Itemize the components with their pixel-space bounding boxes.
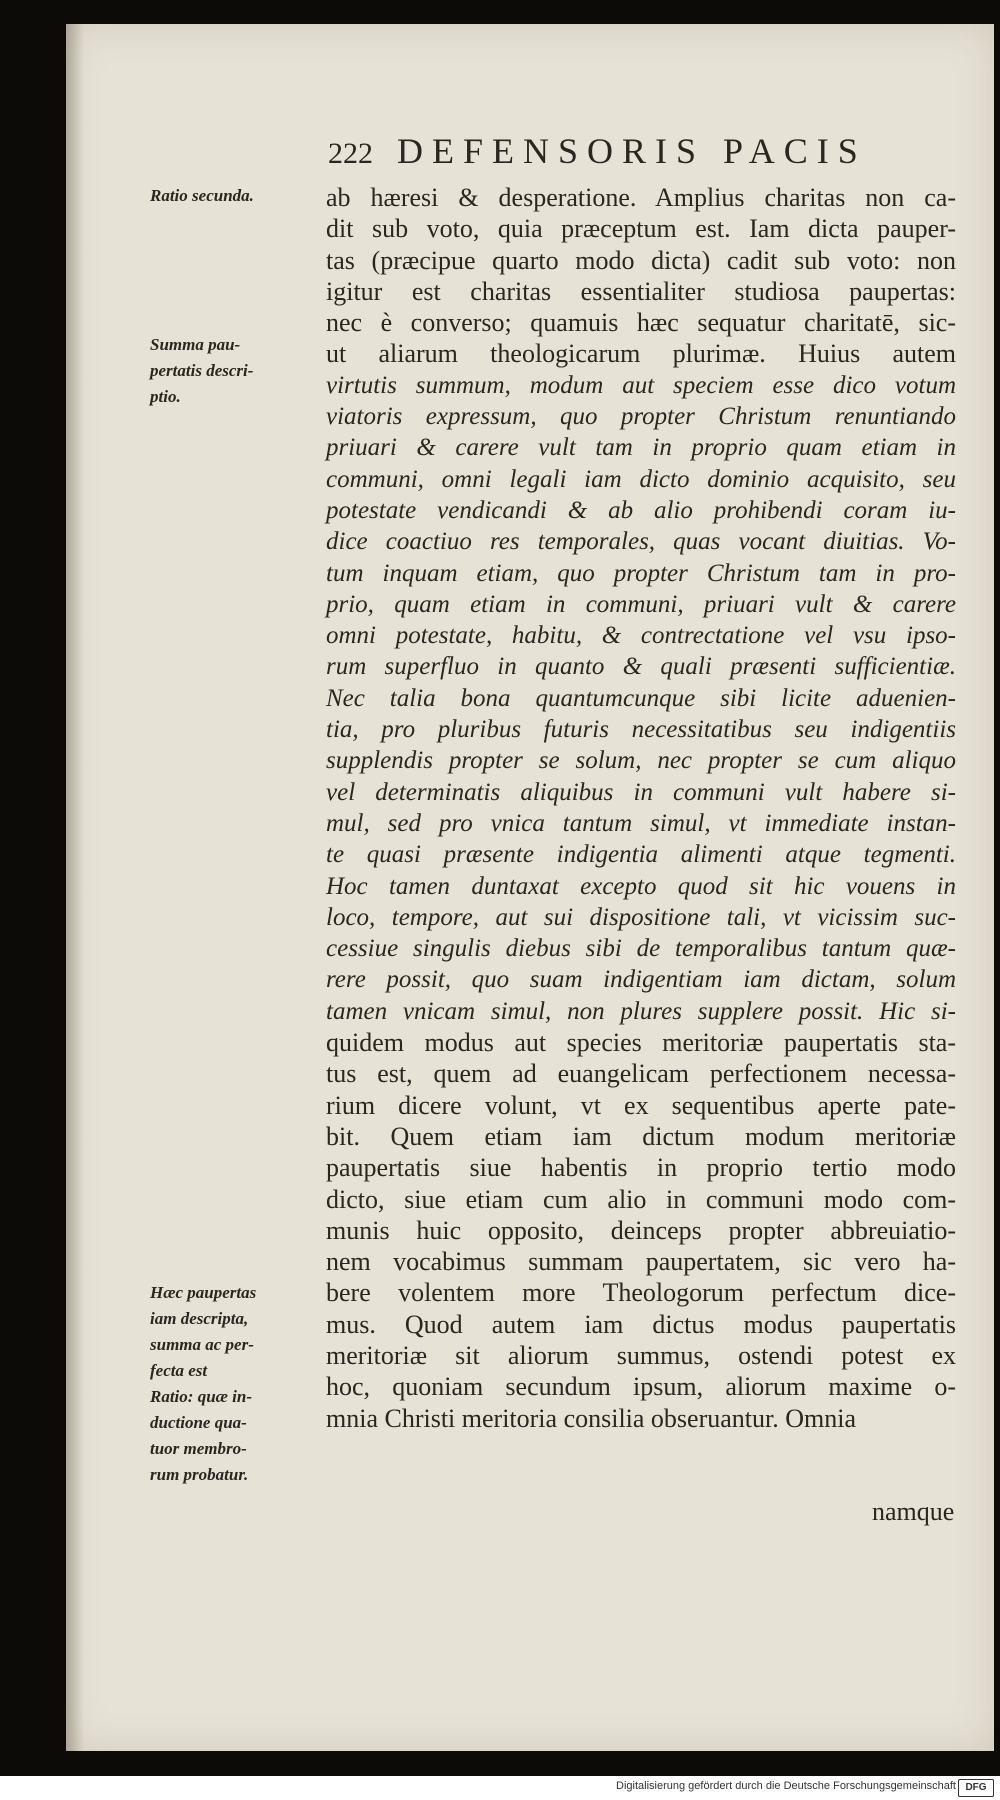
running-head bbox=[328, 130, 918, 172]
page-gutter-shadow bbox=[66, 24, 84, 1751]
text-line: munis huic opposito, deinceps propter abbreuiatio- bbox=[326, 1215, 956, 1245]
text-line: dicto, siue etiam cum alio in communi modo com- bbox=[326, 1184, 956, 1214]
margin-note-ratio-inductione bbox=[150, 1384, 320, 1488]
text-line: rere possit, quo suam indigentiam iam dictam, solum bbox=[326, 966, 956, 994]
text-line: vel determinatis aliquibus in communi vult habere si- bbox=[326, 778, 956, 806]
text-line: bit. Quem etiam iam dictum modum meritoriæ bbox=[326, 1121, 956, 1151]
digitization-footer bbox=[0, 1776, 1000, 1800]
text-line: quidem modus aut species meritoriæ paupertatis sta- bbox=[326, 1028, 956, 1058]
margin-note-ratio-secunda bbox=[150, 183, 320, 209]
book-title: DEFENSORIS PACIS bbox=[397, 131, 867, 171]
text-line: dit sub voto, quia præceptum est. Iam dicta pauper- bbox=[326, 214, 956, 244]
text-line: mul, sed pro vnica tantum simul, vt immediate instan- bbox=[326, 809, 956, 837]
catchword: namque bbox=[872, 1497, 955, 1526]
text-line: mus. Quod autem iam dictus modus paupertatis bbox=[326, 1309, 956, 1339]
text-line: rium dicere volunt, vt ex sequentibus aperte pate- bbox=[326, 1090, 956, 1120]
text-line: paupertatis siue habentis in proprio tertio modo bbox=[326, 1153, 956, 1183]
text-line: supplendis propter se solum, nec propter se cum aliquo bbox=[326, 747, 956, 775]
margin-note-line: Summa pau- bbox=[150, 335, 241, 354]
text-line: mnia Christi meritoria consilia obseruantur. Omnia bbox=[326, 1403, 857, 1433]
text-line: tum inquam etiam, quo propter Christum tam in pro- bbox=[326, 559, 956, 587]
text-line: tamen vnicam simul, non plures supplere possit. Hic si- bbox=[326, 997, 956, 1025]
text-line: communi, omni legali iam dicto dominio acquisito, seu bbox=[326, 465, 956, 493]
margin-note-line: summa ac per- bbox=[150, 1335, 254, 1354]
main-text-column bbox=[326, 182, 956, 1434]
text-line: nem vocabimus summam paupertatem, sic vero ha- bbox=[326, 1247, 956, 1277]
margin-note-line: rum probatur. bbox=[150, 1465, 249, 1484]
margin-note-line: Hæc paupertas bbox=[150, 1283, 257, 1302]
margin-note-line: tuor membro- bbox=[150, 1439, 247, 1458]
funding-credit: Digitalisierung gefördert durch die Deutsche Forschungsgemeinschaft bbox=[616, 1780, 956, 1792]
text-line: omni potestate, habitu, & contrectatione vel vsu ipso- bbox=[326, 622, 956, 650]
text-line: potestate vendicandi & ab alio prohibendi coram iu- bbox=[326, 496, 956, 524]
margin-note-haec-paupertas bbox=[150, 1280, 320, 1384]
text-line: meritoriæ sit aliorum summus, ostendi potest ex bbox=[326, 1340, 956, 1370]
margin-note-line: ptio. bbox=[150, 387, 181, 406]
text-line: prio, quam etiam in communi, priuari vult & carere bbox=[326, 590, 956, 618]
text-line: priuari & carere vult tam in proprio quam etiam in bbox=[326, 434, 956, 462]
text-line: nec è converso; quamuis hæc sequatur charitatē, sic- bbox=[326, 308, 956, 338]
text-line: virtutis summum, modum aut speciem esse dico votum bbox=[326, 371, 956, 399]
text-line: loco, tempore, aut sui dispositione tali, vt vicissim suc- bbox=[326, 903, 956, 931]
margin-note-line: ductione qua- bbox=[150, 1413, 247, 1432]
margin-note-summa-paupertatis bbox=[150, 332, 320, 410]
text-line: tia, pro pluribus futuris necessitatibus seu indigentiis bbox=[326, 716, 956, 744]
text-line: Hoc tamen duntaxat excepto quod sit hic vouens in bbox=[326, 872, 956, 900]
page-number: 222 bbox=[328, 137, 373, 170]
text-line: tus est, quem ad euangelicam perfectionem necessa- bbox=[326, 1059, 956, 1089]
dfg-logo-icon: DFG bbox=[958, 1779, 994, 1797]
margin-note-line: Ratio secunda. bbox=[150, 186, 254, 205]
text-line: bere volentem more Theologorum perfectum dice- bbox=[326, 1278, 956, 1308]
text-line: viatoris expressum, quo propter Christum renuntiando bbox=[326, 403, 956, 431]
text-line: dice coactiuo res temporales, quas vocant diuitias. Vo- bbox=[326, 528, 956, 556]
margin-note-line: pertatis descri- bbox=[150, 361, 254, 380]
text-line: tas (præcipue quarto modo dicta) cadit sub voto: non bbox=[326, 245, 956, 275]
text-line: rum superfluo in quanto & quali præsenti sufficientiæ. bbox=[326, 653, 956, 681]
margin-note-line: iam descripta, bbox=[150, 1309, 249, 1328]
text-line: hoc, quoniam secundum ipsum, aliorum maxime o- bbox=[326, 1372, 956, 1402]
margin-note-line: fecta est bbox=[150, 1361, 208, 1380]
text-line: ut aliarum theologicarum plurimæ. Huius autem bbox=[326, 339, 956, 369]
text-line: te quasi præsente indigentia alimenti atque tegmenti. bbox=[326, 841, 956, 869]
text-line: igitur est charitas essentialiter studiosa paupertas: bbox=[326, 276, 956, 306]
text-line: cessiue singulis diebus sibi de temporalibus tantum quæ- bbox=[326, 935, 956, 963]
text-line: Nec talia bona quantumcunque sibi licite aduenien- bbox=[326, 684, 956, 712]
margin-note-line: Ratio: quæ in- bbox=[150, 1387, 253, 1406]
text-line: ab hæresi & desperatione. Amplius charitas non ca- bbox=[326, 183, 956, 212]
